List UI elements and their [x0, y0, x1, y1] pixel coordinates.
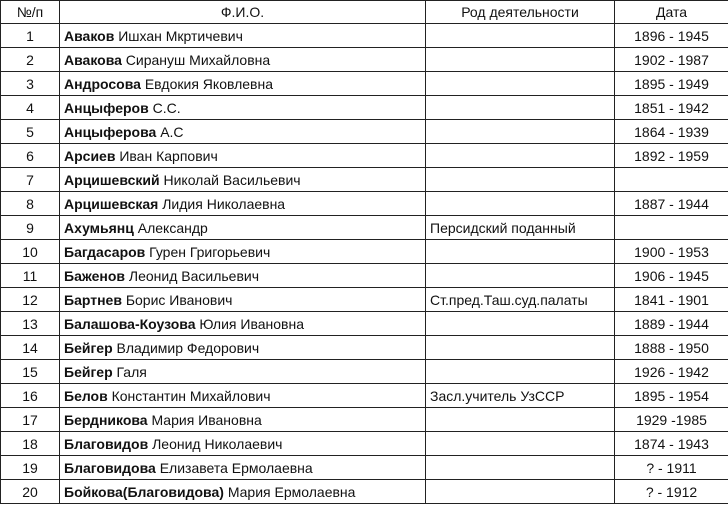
full-name-cell [60, 168, 426, 192]
row-number: 3 [1, 72, 60, 96]
surname: Баженов [64, 267, 125, 284]
table-row [1, 192, 728, 216]
surname: Балашова-Коузова [64, 315, 196, 332]
occupation-cell [426, 72, 615, 96]
given-names: Евдокия Яковлевна [144, 75, 274, 92]
table-row [1, 216, 728, 240]
occupation-cell [426, 168, 615, 192]
full-name-cell [60, 264, 426, 288]
date-cell: ? - 1911 [615, 456, 728, 480]
occupation-cell [426, 312, 615, 336]
full-name-cell [60, 360, 426, 384]
table-row [1, 480, 728, 504]
full-name-cell [60, 240, 426, 264]
surname: Анцыферов [64, 99, 149, 116]
occupation-cell [426, 264, 615, 288]
table-row [1, 240, 728, 264]
full-name-cell [60, 72, 426, 96]
table-row [1, 336, 728, 360]
row-number: 17 [1, 408, 60, 432]
surname: Арцишевский [64, 171, 160, 188]
occupation-cell [426, 456, 615, 480]
surname: Бердникова [64, 411, 148, 428]
surname: Ахумьянц [64, 219, 134, 236]
date-cell [615, 168, 728, 192]
given-names: Александр [137, 219, 208, 236]
full-name-cell [60, 216, 426, 240]
table-row [1, 384, 728, 408]
date-cell: ? - 1912 [615, 480, 728, 504]
date-cell: 1906 - 1945 [615, 264, 728, 288]
given-names: Борис Иванович [125, 291, 233, 308]
header-full-name: Ф.И.О. [60, 1, 426, 24]
full-name-cell [60, 24, 426, 48]
row-number: 2 [1, 48, 60, 72]
date-cell: 1887 - 1944 [615, 192, 728, 216]
row-number: 15 [1, 360, 60, 384]
full-name-cell [60, 408, 426, 432]
row-number: 18 [1, 432, 60, 456]
date-cell: 1895 - 1954 [615, 384, 728, 408]
surname: Белов [64, 387, 108, 404]
row-number: 8 [1, 192, 60, 216]
table-row [1, 288, 728, 312]
header-occupation: Род деятельности [426, 1, 615, 24]
surname: Арсиев [64, 147, 116, 164]
surname: Авакова [64, 51, 122, 68]
date-cell: 1929 -1985 [615, 408, 728, 432]
surname: Аваков [64, 27, 115, 44]
given-names: Ишхан Мкртичевич [118, 27, 243, 44]
surname: Бейгер [64, 339, 113, 356]
full-name-cell [60, 480, 426, 504]
table-row [1, 264, 728, 288]
given-names: Николай Васильевич [163, 171, 301, 188]
table-row [1, 144, 728, 168]
table-row [1, 168, 728, 192]
date-cell: 1889 - 1944 [615, 312, 728, 336]
table-row [1, 24, 728, 48]
surname: Бартнев [64, 291, 122, 308]
given-names: Галя [116, 363, 147, 380]
occupation-cell [426, 24, 615, 48]
given-names: Леонид Васильевич [128, 267, 260, 284]
surname: Бойкова(Благовидова) [64, 483, 224, 500]
occupation-cell [426, 96, 615, 120]
surname: Анцыферова [64, 123, 157, 140]
row-number: 19 [1, 456, 60, 480]
occupation-cell [426, 336, 615, 360]
given-names: Юлия Ивановна [199, 315, 304, 332]
date-cell: 1900 - 1953 [615, 240, 728, 264]
surname: Багдасаров [64, 243, 146, 260]
table-row [1, 360, 728, 384]
surname: Благовидов [64, 435, 149, 452]
date-cell: 1895 - 1949 [615, 72, 728, 96]
date-cell: 1874 - 1943 [615, 432, 728, 456]
surname: Благовидова [64, 459, 156, 476]
given-names: Константин Михайлович [111, 387, 271, 404]
table-row [1, 312, 728, 336]
row-number: 20 [1, 480, 60, 504]
date-cell: 1892 - 1959 [615, 144, 728, 168]
occupation-cell [426, 144, 615, 168]
full-name-cell [60, 336, 426, 360]
given-names: Лидия Николаевна [162, 195, 286, 212]
occupation-cell [426, 408, 615, 432]
date-cell [615, 216, 728, 240]
row-number: 9 [1, 216, 60, 240]
given-names: Леонид Николаевич [152, 435, 283, 452]
row-number: 12 [1, 288, 60, 312]
given-names: Иван Карпович [119, 147, 218, 164]
given-names: Елизавета Ермолаевна [159, 459, 313, 476]
table-row [1, 120, 728, 144]
surname: Андросова [64, 75, 141, 92]
header-row [1, 1, 728, 24]
row-number: 5 [1, 120, 60, 144]
row-number: 11 [1, 264, 60, 288]
full-name-cell [60, 384, 426, 408]
occupation-cell [426, 48, 615, 72]
row-number: 14 [1, 336, 60, 360]
full-name-cell [60, 432, 426, 456]
date-cell: 1888 - 1950 [615, 336, 728, 360]
full-name-cell [60, 120, 426, 144]
given-names: Мария Ивановна [151, 411, 262, 428]
date-cell: 1841 - 1901 [615, 288, 728, 312]
row-number: 10 [1, 240, 60, 264]
date-cell: 1902 - 1987 [615, 48, 728, 72]
occupation-cell [426, 480, 615, 504]
row-number: 16 [1, 384, 60, 408]
given-names: А.С [160, 123, 184, 140]
full-name-cell [60, 144, 426, 168]
given-names: Владимир Федорович [116, 339, 260, 356]
header-number: №/п [1, 1, 60, 24]
full-name-cell [60, 312, 426, 336]
occupation-cell [426, 240, 615, 264]
full-name-cell [60, 192, 426, 216]
surname: Бейгер [64, 363, 113, 380]
occupation-cell [426, 192, 615, 216]
full-name-cell [60, 48, 426, 72]
table-row [1, 456, 728, 480]
given-names: Сирануш Михайловна [125, 51, 271, 68]
full-name-cell [60, 456, 426, 480]
date-cell: 1864 - 1939 [615, 120, 728, 144]
table-row [1, 72, 728, 96]
row-number: 7 [1, 168, 60, 192]
full-name-cell [60, 96, 426, 120]
occupation-cell: Персидский поданный [426, 216, 615, 240]
row-number: 13 [1, 312, 60, 336]
date-cell: 1926 - 1942 [615, 360, 728, 384]
given-names: С.С. [152, 99, 181, 116]
date-cell: 1896 - 1945 [615, 24, 728, 48]
occupation-cell: Ст.пред.Таш.суд.палаты [426, 288, 615, 312]
row-number: 4 [1, 96, 60, 120]
occupation-cell [426, 120, 615, 144]
occupation-cell [426, 360, 615, 384]
header-date: Дата [615, 1, 728, 24]
given-names: Гурен Григорьевич [149, 243, 271, 260]
full-name-cell [60, 288, 426, 312]
occupation-cell [426, 432, 615, 456]
row-number: 6 [1, 144, 60, 168]
table-row [1, 96, 728, 120]
row-number: 1 [1, 24, 60, 48]
table-row [1, 408, 728, 432]
surname: Арцишевская [64, 195, 159, 212]
given-names: Мария Ермолаевна [227, 483, 356, 500]
table-row [1, 48, 728, 72]
date-cell: 1851 - 1942 [615, 96, 728, 120]
occupation-cell: Засл.учитель УзССР [426, 384, 615, 408]
table-row [1, 432, 728, 456]
